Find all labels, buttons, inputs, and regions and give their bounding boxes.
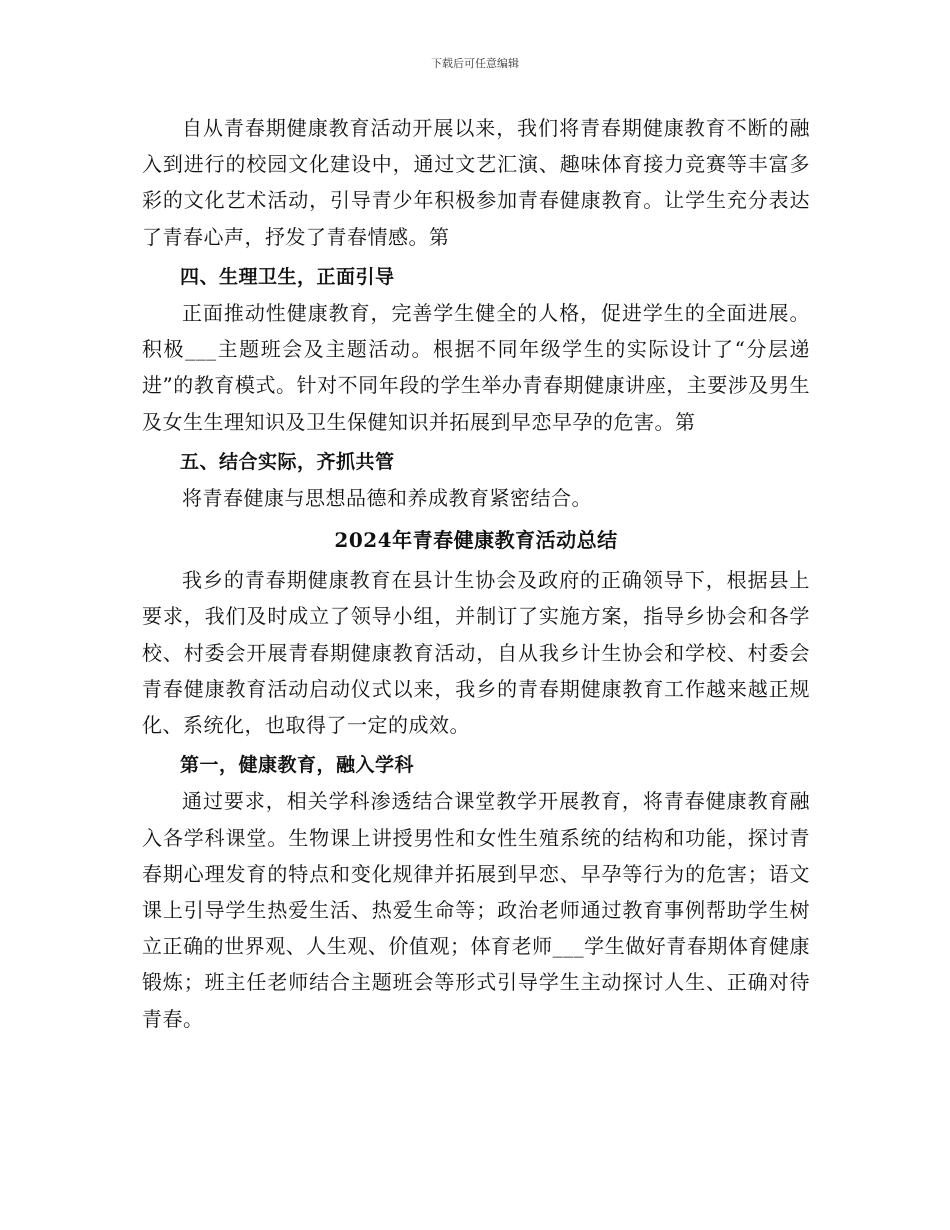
paragraph-intro: 我乡的青春期健康教育在县计生协会及政府的正确领导下，根据县上要求，我们及时成立了领导小组，并制订了实施方案，指导乡协会和各学校、村委会开展青春期健康教育活动，自从我乡计生协会和学校、村委会青春健康教育活动启动仪式以来，我乡的青春期健康教育工作越来越正规化、系统化，也取得了一定的成效。	[142, 568, 810, 738]
section-heading-5: 五、结合实际，齐抓共管	[180, 450, 395, 473]
section-heading-1: 第一，健康教育，融入学科	[180, 754, 415, 777]
paragraph-activities: 自从青春期健康教育活动开展以来，我们将青春期健康教育不断的融入到进行的校园文化建设中，通过文艺汇演、趣味体育接力竞赛等丰富多彩的文化艺术活动，引导青少年积极参加青春健康教育。让学生充分表达了青春心声，抒发了青春情感。第	[142, 116, 810, 249]
document-body	[142, 110, 810, 1037]
section-heading-4: 四、生理卫生，正面引导	[180, 265, 395, 288]
paragraph-combine: 将青春健康与思想品德和养成教育紧密结合。	[182, 486, 592, 511]
document-title: 2024年青春健康教育活动总结	[334, 528, 618, 553]
header-note: 下载后可任意编辑	[431, 57, 519, 70]
paragraph-subjects: 通过要求，相关学科渗透结合课堂教学开展教育，将青春健康教育融入各学科课堂。生物课上讲授男性和女性生殖系统的结构和功能，探讨青春期心理发育的特点和变化规律并拓展到早恋、早孕等行为的危害；语文课上引导学生热爱生活、热爱生命等；政治老师通过教育事例帮助学生树立正确的世界观、人生观、价值观；体育老师___学生做好青春期体育健康锻炼；班主任老师结合主题班会等形式引导学生主动探讨人生、正确对待青春。	[142, 789, 810, 1031]
paragraph-physiology: 正面推动性健康教育，完善学生健全的人格，促进学生的全面进展。积极___主题班会及主题活动。根据不同年级学生的实际设计了“分层递进”的教育模式。针对不同年段的学生举办青春期健康讲座，主要涉及男生及女生生理知识及卫生保健知识并拓展到早恋早孕的危害。第	[142, 301, 810, 434]
